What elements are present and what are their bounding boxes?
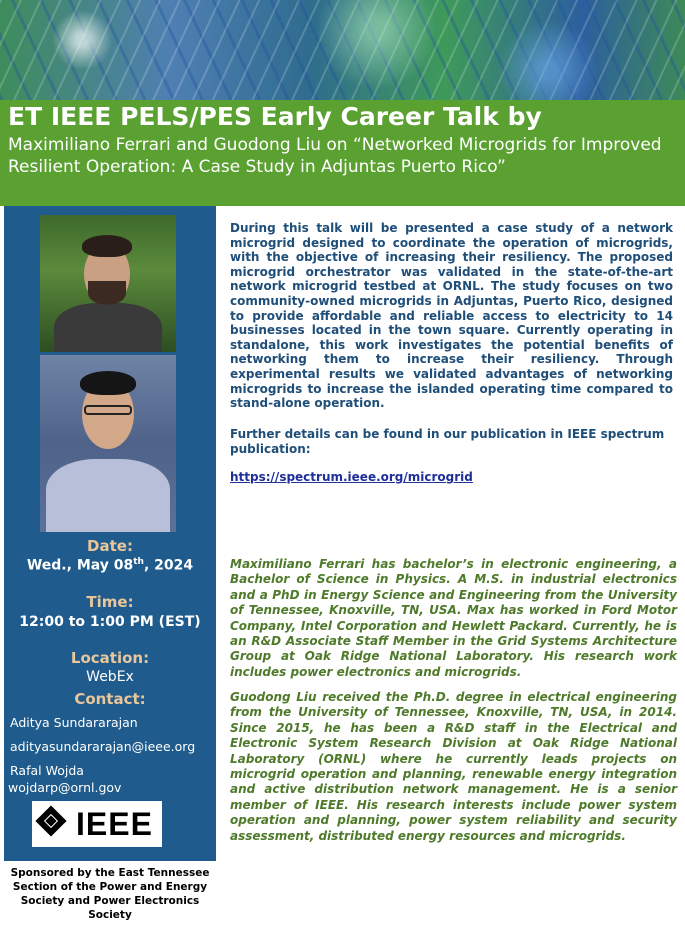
time-label: Time: [86,593,134,611]
contact-name: Rafal Wojda [10,763,84,778]
time-value: 12:00 to 1:00 PM (EST) [19,614,201,630]
page-title: ET IEEE PELS/PES Early Career Talk by [8,102,542,131]
sponsor-note: Sponsored by the East Tennessee Section of the Power and Energy Society and Power Electronics Society [10,867,210,921]
date-label: Date: [87,537,133,555]
speaker-shirt [54,303,162,352]
speaker-bio-liu: Guodong Liu received the Ph.D. degree in electrical engineering from the University of Tennessee, Knoxville, TN, USA, in 2014. Since 2015, he has been a R&D staff in the Electrical and Electronic System Research Division at Oak Ridge National Laboratory (ORNL) where he currently leads projects on microgrid operation and planning, renewable energy integration and active distribution network management. He is a senior member of IEEE. His research interests include power system operation and planning, power system reliability and security assessment, distributed energy resources and microgrids. [230,690,677,843]
speaker-hair [82,235,132,257]
speaker-bio-ferrari: Maximiliano Ferrari has bachelor’s in electronic engineering, a Bachelor of Science in Physics. A M.S. in industrial electronics and a PhD in Energy Science and Engineering from the University of Tennessee, Knoxville, TN, USA. Max has worked in Ford Motor Company, Intel Corporation and Hewlett Packard. Currently, he is an R&D Associate Staff Member in the Grid Systems Architecture Group at Oak Ridge National Laboratory. His research work includes power electronics and microgrids. [230,557,677,679]
location-label: Location: [70,649,150,667]
contact-email[interactable]: adityasundararajan@ieee.org [10,739,196,754]
location-value: WebEx [86,669,134,685]
speaker-photo-liu [40,355,176,532]
speaker-photo-ferrari [40,215,176,352]
contact-name: Aditya Sundararajan [10,715,138,730]
ieee-logo-text: IEEE [76,806,153,842]
talk-abstract: During this talk will be presented a case study of a network microgrid designed to coordinate the operation of microgrids, with the objective of increasing their resiliency. The proposed microgrid orchestrator was validated in the state-of-the-art network microgrid testbed at ORNL. The study focuses on two community-owned microgrids in Adjuntas, Puerto Rico, designed to provide affordable and reliable access to electricity to 14 businesses located in the town square. Currently operating in standalone, this work investigates the potential benefits of networking them to increase their resiliency. Through experimental results we validated advantages of networking microgrids to increase the islanded operating time compared to stand-alone operation. [230,221,673,411]
date-value: Wed., May 08th, 2024 [26,557,194,574]
speaker-hair [80,371,136,395]
talk-title: Maximiliano Ferrari and Guodong Liu on “Networked Microgrids for Improved Resilient Operation: A Case Study in Adjuntas Puerto Rico” [8,135,662,177]
further-details-text: Further details can be found in our publication in IEEE spectrum publication: [230,427,665,456]
speaker-beard [88,281,126,305]
ieee-logo [32,801,162,847]
header-banner-image [0,0,685,100]
contact-email[interactable]: wojdarp@ornl.gov [8,780,122,795]
contact-label: Contact: [74,690,146,708]
glasses-icon [84,405,132,415]
speaker-shirt [46,459,170,532]
publication-link[interactable]: https://spectrum.ieee.org/microgrid [230,470,473,484]
